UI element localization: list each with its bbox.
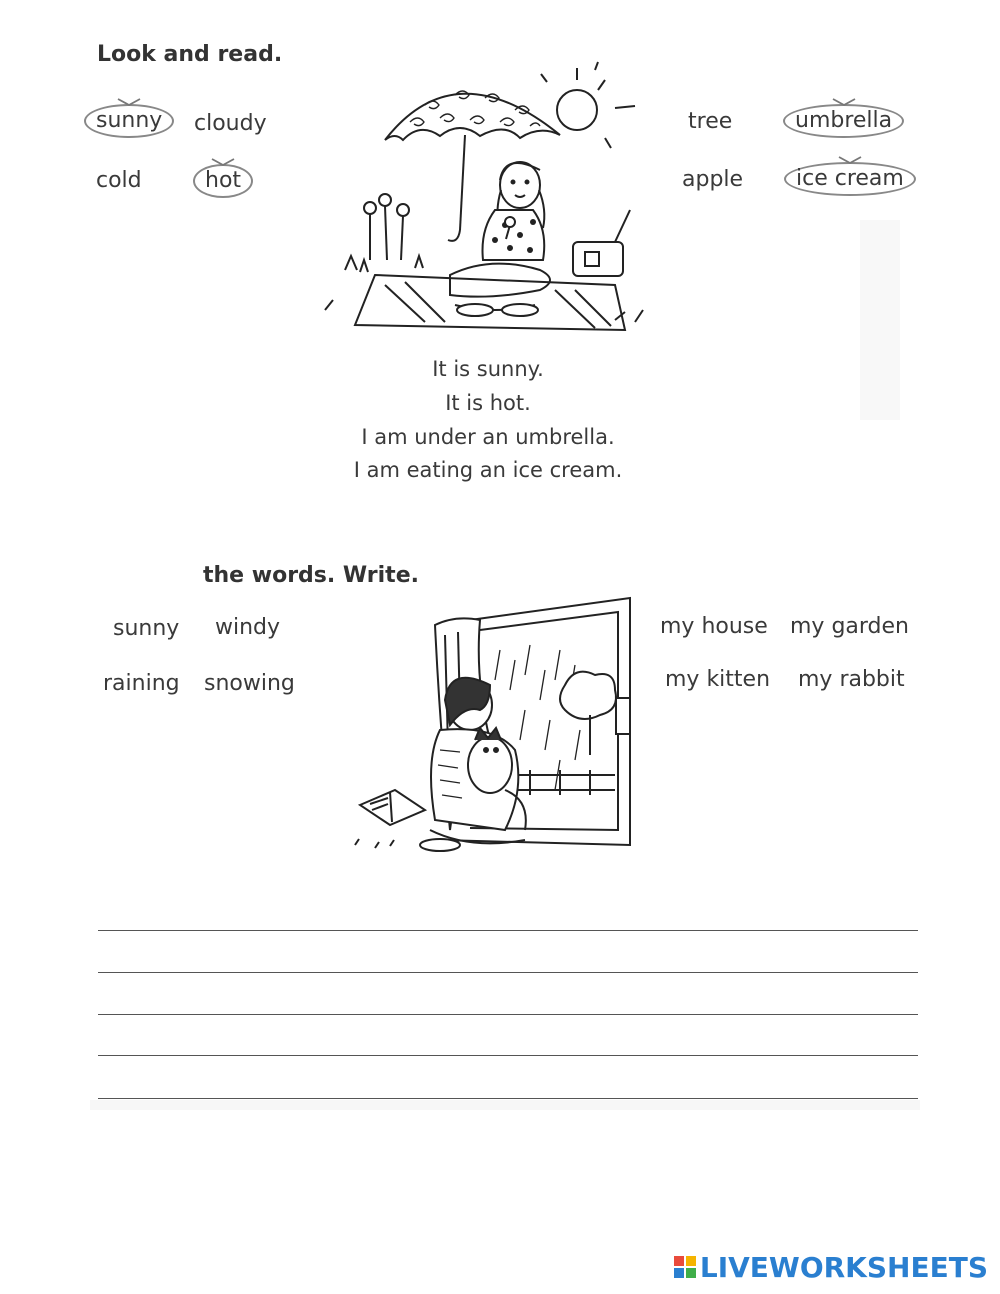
word-ice-cream-circled[interactable] [784,162,916,196]
word-my-rabbit[interactable]: my rabbit [798,667,905,692]
tick-mark-icon [210,157,236,167]
scan-shade-bottom [90,1100,920,1110]
word-label: ice cream [796,166,904,191]
word-windy[interactable]: windy [215,615,281,640]
writing-line-4[interactable] [98,1055,918,1056]
word-label: hot [205,168,242,193]
sentence-1: It is sunny. [432,357,544,381]
sentence-3: I am under an umbrella. [361,425,615,449]
writing-line-1[interactable] [98,930,918,931]
writing-line-5[interactable] [98,1098,918,1099]
word-hot-circled[interactable] [193,164,253,198]
word-tree[interactable]: tree [688,109,733,134]
writing-line-2[interactable] [98,972,918,973]
tick-mark-icon [831,97,857,107]
sentence-2: It is hot. [445,391,531,415]
word-snowing[interactable]: snowing [204,671,295,696]
word-sunny-circled[interactable] [84,104,174,138]
logo-text: LIVEWORKSHEETS [699,1250,988,1284]
section1-heading: Look and read. [97,42,283,67]
scan-shade-right [860,220,900,420]
word-cold[interactable]: cold [96,168,142,193]
word-cloudy[interactable]: cloudy [194,111,267,136]
word-raining[interactable]: raining [103,671,180,696]
word-my-house[interactable]: my house [660,614,768,639]
tick-mark-icon [837,155,863,165]
word-label: umbrella [795,108,893,133]
word-my-kitten[interactable]: my kitten [665,667,771,692]
word-sunny[interactable]: sunny [113,616,180,641]
word-my-garden[interactable]: my garden [790,614,909,639]
word-umbrella-circled[interactable] [783,104,904,138]
section2-heading: the words. Write. [203,563,419,588]
tick-mark-icon [116,97,142,107]
word-apple[interactable]: apple [682,167,744,192]
word-label: sunny [96,108,163,133]
logo-grid-icon [674,1256,696,1278]
writing-line-3[interactable] [98,1014,918,1015]
liveworksheets-logo [674,1250,988,1284]
girl-umbrella-illustration [315,60,660,335]
girl-window-illustration [350,590,660,865]
sentence-4: I am eating an ice cream. [353,458,623,482]
